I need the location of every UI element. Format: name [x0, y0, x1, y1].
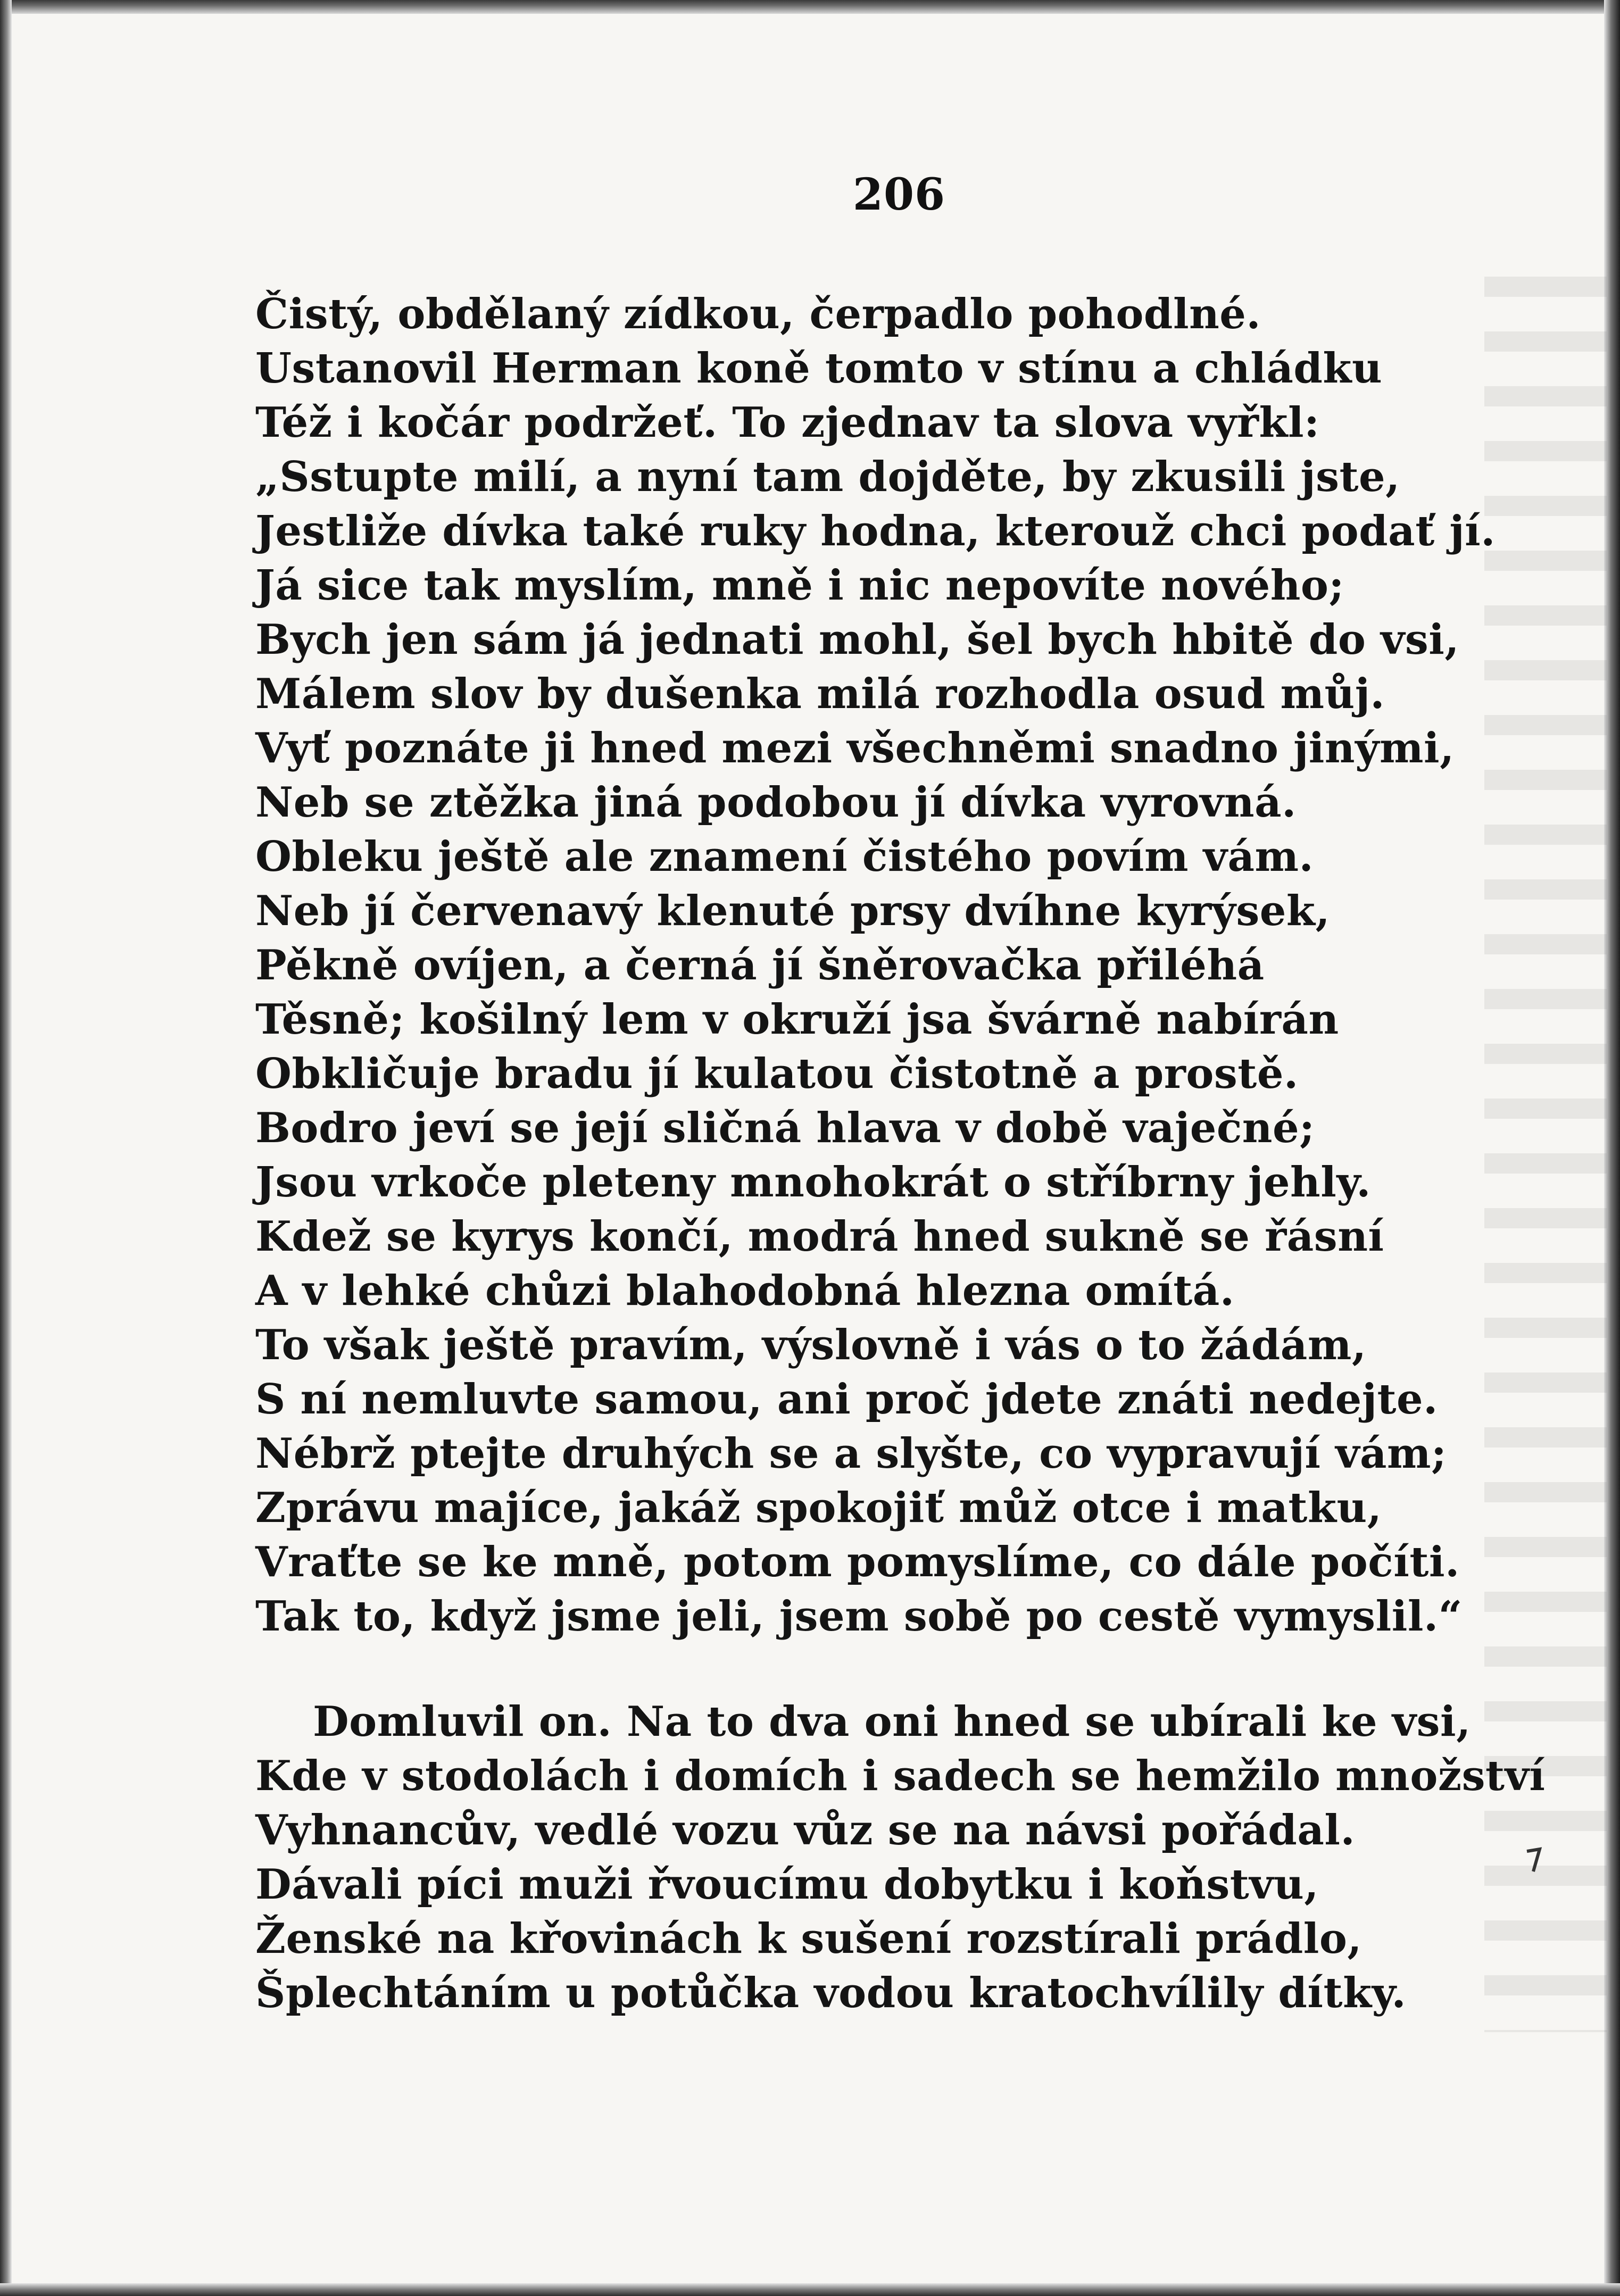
verse-line: Těsně; košilný lem v okruží jsa švárně nabírán — [255, 995, 1339, 1044]
scan-edge-top — [0, 0, 1620, 14]
verse-line: Vraťte se ke mně, potom pomyslíme, co dále počíti. — [255, 1538, 1460, 1586]
verse-line: Dávali píci muži řvoucímu dobytku i koňstvu, — [255, 1860, 1319, 1909]
verse-line: Já sice tak myslím, mně i nic nepovíte nového; — [255, 561, 1344, 610]
verse-line: Neb se ztěžka jiná podobou jí dívka vyrovná. — [255, 778, 1297, 827]
verse-line: To však ještě pravím, výslovně i vás o to žádám, — [255, 1321, 1367, 1369]
verse-line: Pěkně ovíjen, a černá jí šněrovačka přiléhá — [255, 941, 1265, 989]
verse-line: Bodro jeví se její sličná hlava v době vaječné; — [255, 1104, 1315, 1152]
verse-line: Nébrž ptejte druhých se a slyšte, co vypravují vám; — [255, 1429, 1447, 1478]
verse-line: Obkličuje bradu jí kulatou čistotně a prostě. — [255, 1050, 1299, 1098]
verse-line: Neb jí červenavý klenuté prsy dvíhne kyrýsek, — [255, 887, 1331, 935]
verse-line: Čistý, obdělaný zídkou, čerpadlo pohodlné. — [255, 290, 1261, 338]
verse-line: Zprávu majíce, jakáž spokojiť můž otce i matku, — [255, 1484, 1382, 1532]
verse-line: Bych jen sám já jednati mohl, šel bych hbitě do vsi, — [255, 615, 1460, 664]
page-number: 206 — [852, 169, 946, 220]
scan-edge-bottom — [0, 2283, 1620, 2296]
verse-line: A v lehké chůzi blahodobná hlezna omítá. — [255, 1267, 1235, 1315]
verse-line: Jsou vrkoče pleteny mnohokrát o stříbrny jehly. — [255, 1158, 1371, 1207]
verse-line: Vyhnancův, vedlé vozu vůz se na návsi pořádal. — [255, 1806, 1356, 1854]
verse-line: Obleku ještě ale znamení čistého povím vám. — [255, 833, 1314, 881]
verse-line: Ženské na křovinách k sušení rozstírali prádlo, — [255, 1915, 1363, 1963]
verse-line: „Sstupte milí, a nyní tam dojděte, by zkusili jste, — [255, 453, 1400, 501]
scan-edge-left — [0, 0, 12, 2296]
verse-line: S ní nemluvte samou, ani proč jdete znáti nedejte. — [255, 1375, 1438, 1424]
verse-line: Vyť poznáte ji hned mezi všechněmi snadno jinými, — [255, 724, 1455, 772]
verse-line: Kdež se kyrys končí, modrá hned sukně se řásní — [255, 1212, 1384, 1261]
verse-line: Tak to, když jsme jeli, jsem sobě po cestě vymyslil.“ — [255, 1592, 1463, 1641]
margin-mark — [1522, 1846, 1543, 1878]
poem-text — [255, 287, 1564, 2020]
verse-line: Jestliže dívka také ruky hodna, kterouž chci podať jí. — [255, 507, 1496, 555]
verse-line: Kde v stodolách i domích i sadech se hemžilo množství — [255, 1752, 1546, 1800]
verse-line: Též i kočár podržeť. To zjednav ta slova vyřkl: — [255, 398, 1320, 447]
stanza-break — [255, 1644, 1564, 1695]
verse-line: Ustanovil Herman koně tomto v stínu a chládku — [255, 344, 1383, 393]
verse-line: Domluvil on. Na to dva oni hned se ubírali ke vsi, — [313, 1698, 1471, 1746]
verse-line: Málem slov by dušenka milá rozhodla osud můj. — [255, 670, 1385, 718]
verse-line: Šplechtáním u potůčka vodou kratochvílily dítky. — [255, 1969, 1407, 2017]
